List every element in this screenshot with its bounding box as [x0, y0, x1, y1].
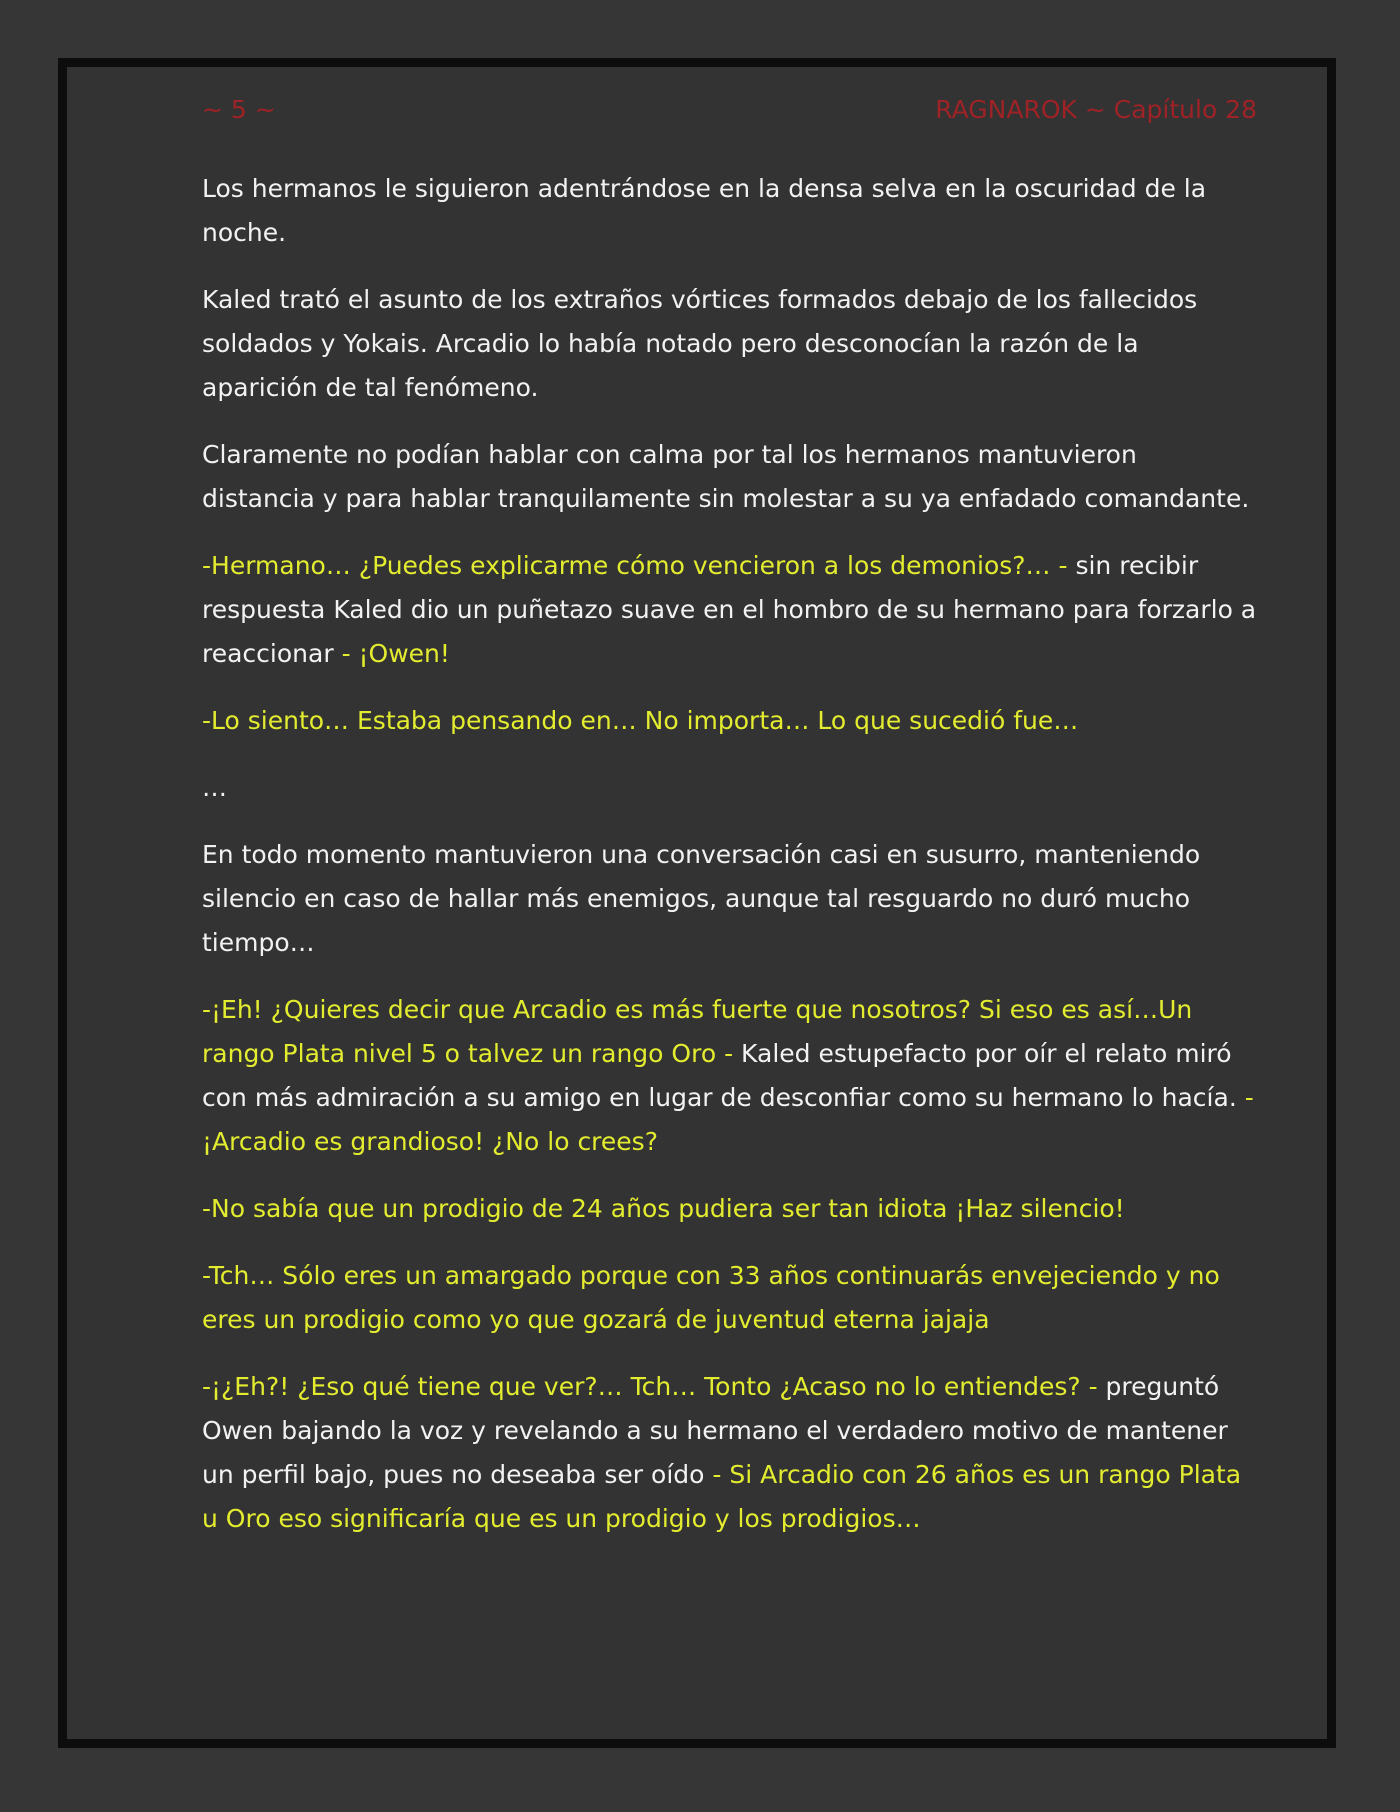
dialogue-text: -Lo siento… Estaba pensando en… No importa… Lo que sucedió fue… — [202, 706, 1079, 735]
narration-text: Kaled trató el asunto de los extraños vórtices formados debajo de los fallecidos soldados y Yokais. Arcadio lo había notado pero desconocían la razón de la aparición de tal fenómeno. — [202, 285, 1198, 402]
chapter-title: RAGNAROK ~ Capítulo 28 — [935, 95, 1257, 124]
narration-text: Los hermanos le siguieron adentrándose en la densa selva en la oscuridad de la noche. — [202, 174, 1207, 247]
paragraph — [202, 1365, 1257, 1541]
ellipsis-text: … — [202, 773, 227, 802]
narration-text: En todo momento mantuvieron una conversación casi en susurro, manteniendo silencio en caso de hallar más enemigos, aunque tal resguardo no duró mucho tiempo… — [202, 840, 1201, 957]
paragraph — [202, 766, 1257, 810]
paragraph — [202, 1254, 1257, 1342]
dialogue-text: -Hermano… ¿Puedes explicarme cómo vencieron a los demonios?… - — [202, 551, 1068, 580]
paragraph — [202, 833, 1257, 965]
page-number: ~ 5 ~ — [202, 95, 276, 124]
narration-text: sin recibir respuesta Kaled dio un puñetazo suave en el hombro de su hermano para forzarlo a reaccionar — [202, 551, 1257, 668]
narration-text: Kaled estupefacto por oír el relato miró con más admiración a su amigo en lugar de desconfiar como su hermano lo hacía. — [202, 1039, 1245, 1112]
paragraph — [202, 278, 1257, 410]
paragraph — [202, 167, 1257, 255]
narration-text: preguntó Owen bajando la voz y revelando a su hermano el verdadero motivo de mantener un perfil bajo, pues no deseaba ser oído — [202, 1372, 1228, 1489]
dialogue-text: -Tch… Sólo eres un amargado porque con 33 años continuarás envejeciendo y no eres un prodigio como yo que gozará de juventud eterna jajaja — [202, 1261, 1220, 1334]
page-header — [202, 95, 1257, 135]
dialogue-text: - ¡Owen! — [341, 639, 450, 668]
dialogue-text: - Si Arcadio con 26 años es un rango Plata u Oro eso significaría que es un prodigio y los prodigios… — [202, 1460, 1242, 1533]
paragraph — [202, 699, 1257, 743]
paragraph — [202, 1187, 1257, 1231]
dialogue-text: -¡Eh! ¿Quieres decir que Arcadio es más fuerte que nosotros? Si eso es así…Un rango Plata nivel 5 o talvez un rango Oro - — [202, 995, 1193, 1068]
paragraph — [202, 544, 1257, 676]
narration-text: Claramente no podían hablar con calma por tal los hermanos mantuvieron distancia y para hablar tranquilamente sin molestar a su ya enfadado comandante. — [202, 440, 1250, 513]
dialogue-text: -No sabía que un prodigio de 24 años pudiera ser tan idiota ¡Haz silencio! — [202, 1194, 1125, 1223]
page-body — [202, 167, 1257, 1564]
dialogue-text: -¡¿Eh?! ¿Eso qué tiene que ver?… Tch… Tonto ¿Acaso no lo entiendes? - — [202, 1372, 1098, 1401]
paragraph — [202, 433, 1257, 521]
paragraph — [202, 988, 1257, 1164]
document-page — [58, 58, 1336, 1748]
dialogue-text: - ¡Arcadio es grandioso! ¿No lo crees? — [202, 1083, 1254, 1156]
